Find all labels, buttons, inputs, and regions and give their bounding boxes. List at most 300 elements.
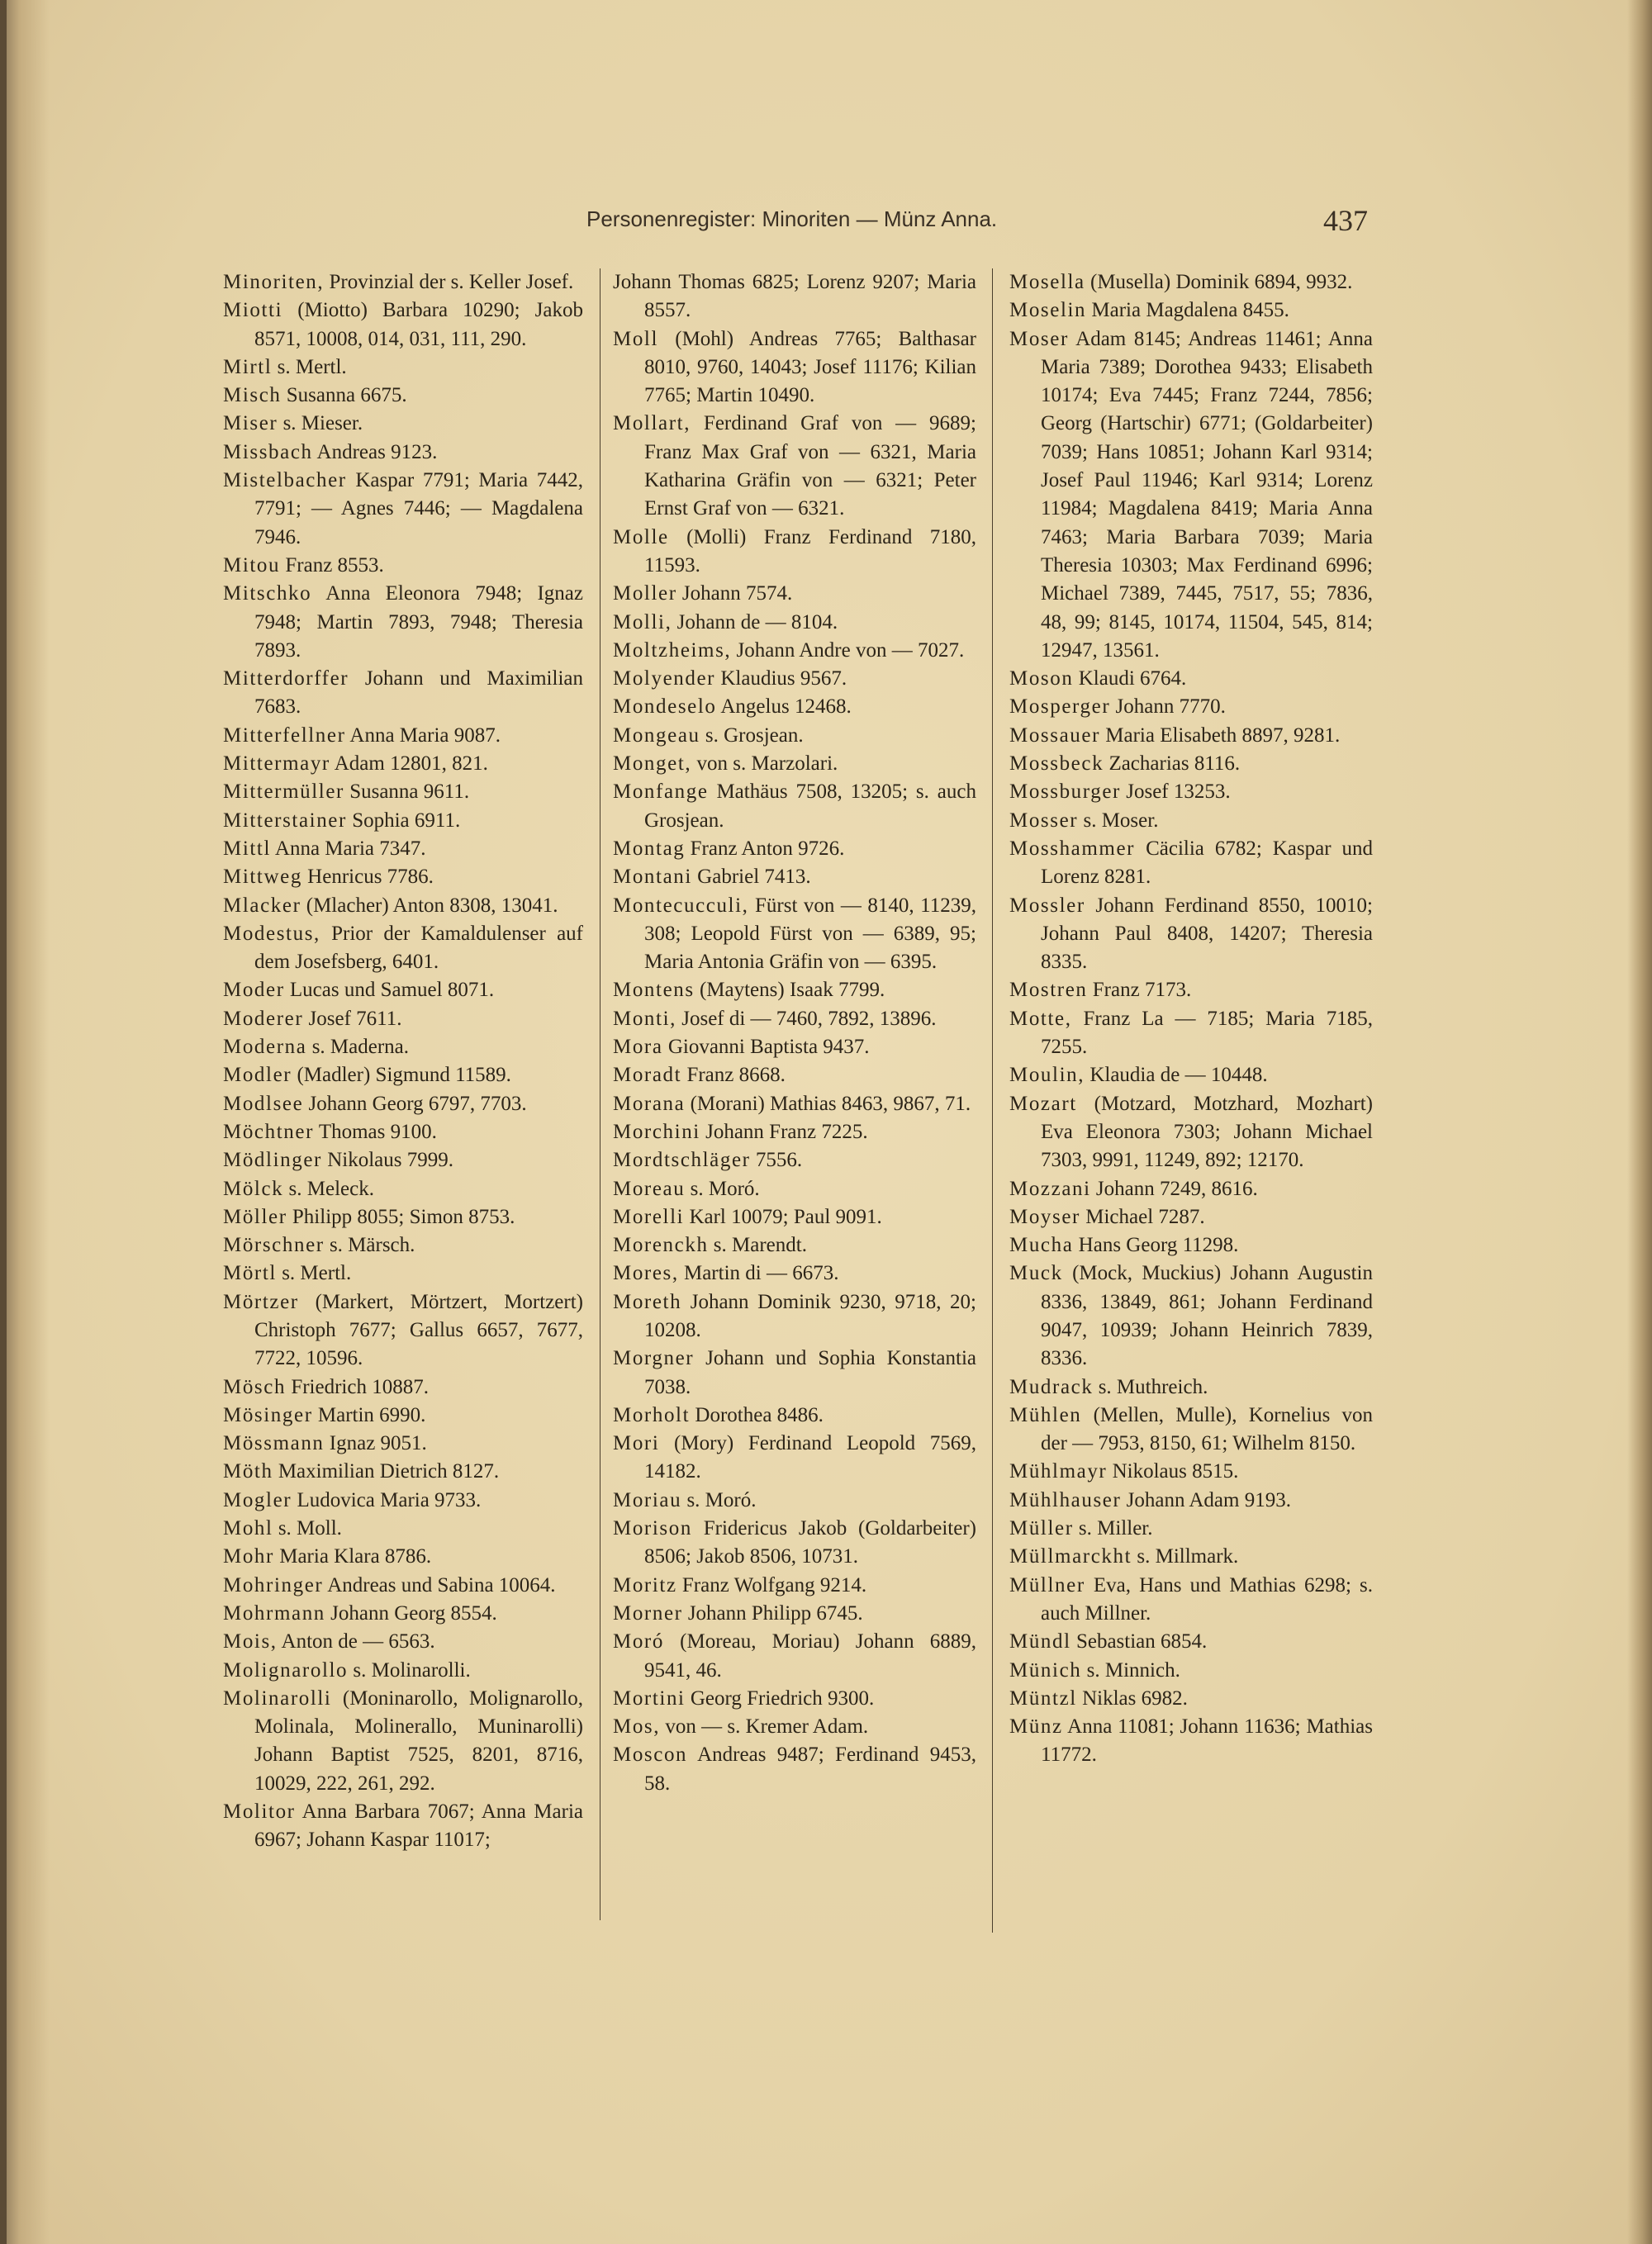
entry-references: von — s. Kremer Adam. <box>665 1715 869 1739</box>
entry-surname: Mollart, <box>613 412 691 435</box>
entry-surname: Miser <box>223 412 278 435</box>
entry-surname: Mistelbacher <box>223 469 347 492</box>
entry-references: Franz 7173. <box>1092 979 1192 1002</box>
entry-surname: Mordtschläger <box>613 1149 751 1172</box>
index-entry <box>1009 1373 1373 1402</box>
entry-references: s. Moser. <box>1083 809 1159 832</box>
entry-surname: Mori <box>613 1432 660 1455</box>
entry-surname: Mörtl <box>223 1262 277 1285</box>
entry-references: 7556. <box>755 1149 803 1172</box>
index-entry <box>613 693 976 721</box>
entry-references: s. Muthreich. <box>1098 1375 1208 1398</box>
entry-surname: Mittweg <box>223 866 302 889</box>
index-entry <box>223 1628 583 1656</box>
index-entry <box>223 1061 583 1089</box>
entry-references: Thomas 9100. <box>318 1120 437 1143</box>
index-entry <box>1009 325 1373 666</box>
index-entry <box>223 1685 583 1798</box>
index-entry <box>223 892 583 920</box>
entry-references: Franz La — 7185; Maria 7185, 7255. <box>1041 1007 1373 1059</box>
entry-references: Klaudius 9567. <box>720 667 847 690</box>
entry-references: (Motzard, Motzhard, Mozhart) Eva Eleonora 7303; Johann Michael 7303, 9991, 11249, 892; 12170. <box>1041 1092 1373 1172</box>
entry-references: Anton de — 6563. <box>281 1630 435 1653</box>
entry-surname: Moradt <box>613 1064 682 1087</box>
index-column-2 <box>613 268 976 1798</box>
index-entry <box>1009 807 1373 835</box>
index-entry <box>613 1005 976 1033</box>
index-entry <box>223 1515 583 1543</box>
entry-references: Anna 11081; Johann 11636; Mathias 11772. <box>1041 1715 1373 1767</box>
entry-references: Susanna 6675. <box>286 384 407 407</box>
entry-references: Johann Ferdinand 8550, 10010; Johann Paul 8408, 14207; Theresia 8335. <box>1041 894 1374 974</box>
index-entry <box>1009 1175 1373 1203</box>
entry-surname: Moscon <box>613 1743 688 1767</box>
book-spine-shadow <box>0 0 50 2244</box>
entry-surname: Molitor <box>223 1800 296 1824</box>
entry-references: Maria Klara 8786. <box>279 1545 432 1568</box>
entry-references: Maria Magdalena 8455. <box>1091 299 1289 322</box>
index-entry <box>223 382 583 410</box>
index-entry <box>613 1572 976 1600</box>
entry-surname: Morholt <box>613 1403 691 1426</box>
entry-references: s. Mieser. <box>282 412 363 435</box>
entry-references: Hans Georg 11298. <box>1078 1234 1239 1257</box>
column-divider <box>992 268 993 1933</box>
index-entry <box>223 467 583 552</box>
entry-references: Fürst von — 8140, 11239, 308; Leopold Fürst von — 6389, 95; Maria Antonia Gräfin von — 6395. <box>644 894 976 974</box>
index-entry <box>613 1090 976 1118</box>
entry-surname: Mosella <box>1009 271 1085 293</box>
entry-references: Josef 13253. <box>1126 780 1231 804</box>
entry-references: s. Mertl. <box>277 355 347 378</box>
index-entry <box>613 637 976 665</box>
entry-references: Johann 7770. <box>1115 695 1226 719</box>
entry-surname: Molinarolli <box>223 1687 332 1710</box>
index-entry <box>613 1146 976 1174</box>
index-entry <box>223 863 583 891</box>
entry-references: Kaspar 7791; Maria 7442, 7791; — Agnes 7446; — Magdalena 7946. <box>254 469 583 548</box>
index-entry <box>613 1231 976 1260</box>
index-entry <box>1009 778 1373 806</box>
entry-references: Johann Franz 7225. <box>705 1120 868 1143</box>
entry-references: Martin 6990. <box>317 1403 426 1426</box>
index-entry <box>613 410 976 523</box>
index-entry <box>223 1487 583 1515</box>
index-entry <box>613 976 976 1004</box>
entry-references: Ignaz 9051. <box>329 1432 427 1455</box>
entry-references: (Mlacher) Anton 8308, 13041. <box>306 894 558 917</box>
entry-surname: Moderna <box>223 1036 307 1059</box>
entry-references: Giovanni Baptista 9437. <box>667 1036 870 1059</box>
entry-references: Andreas 9123. <box>316 440 438 463</box>
index-entry <box>613 1487 976 1515</box>
entry-surname: Montag <box>613 837 686 860</box>
entry-references: Susanna 9611. <box>349 780 470 804</box>
index-entry <box>613 1061 976 1089</box>
page-number: 437 <box>1323 204 1368 237</box>
index-entry <box>613 1430 976 1487</box>
entry-surname: Moson <box>1009 667 1074 690</box>
entry-references: Franz Anton 9726. <box>690 837 845 860</box>
entry-references: Ludovica Maria 9733. <box>297 1488 482 1511</box>
entry-references: Andreas 9487; Ferdinand 9453, 58. <box>644 1743 976 1795</box>
entry-references: s. Moró. <box>686 1488 757 1511</box>
entry-references: Dorothea 8486. <box>695 1403 824 1426</box>
entry-surname: Mortini <box>613 1687 686 1710</box>
entry-surname: Mölck <box>223 1177 284 1200</box>
entry-references: Fridericus Jakob (Goldarbeiter) 8506; Jakob 8506, 10731. <box>644 1517 976 1568</box>
index-entry <box>223 1543 583 1571</box>
entry-references: Johann de — 8104. <box>676 610 838 633</box>
index-entry <box>223 807 583 835</box>
index-entry <box>1009 750 1373 778</box>
index-entry <box>1009 1685 1373 1713</box>
entry-references: (Morani) Mathias 8463, 9867, 71. <box>690 1092 971 1115</box>
entry-references: Michael 7287. <box>1085 1205 1205 1228</box>
index-entry <box>613 1402 976 1430</box>
index-entry <box>613 1713 976 1741</box>
entry-references: Sebastian 6854. <box>1075 1630 1208 1653</box>
entry-references: s. Mertl. <box>282 1262 352 1285</box>
index-entry <box>223 1373 583 1402</box>
entry-references: Anna Eleonora 7948; Ignaz 7948; Martin 7893, 7948; Theresia 7893. <box>254 582 583 662</box>
index-entry <box>1009 1515 1373 1543</box>
index-entry <box>613 1203 976 1231</box>
entry-references: Andreas und Sabina 10064. <box>327 1573 556 1596</box>
index-entry <box>1009 1543 1373 1571</box>
entry-references: Philipp 8055; Simon 8753. <box>292 1205 515 1228</box>
entry-surname: Moder <box>223 979 285 1002</box>
entry-surname: Miotti <box>223 299 283 322</box>
entry-references: (Mohl) Andreas 7765; Balthasar 8010, 9760, 14043; Josef 11176; Kilian 7765; Martin 10490. <box>644 327 976 407</box>
index-entry <box>1009 1487 1373 1515</box>
entry-surname: Mohl <box>223 1517 273 1540</box>
entry-surname: Mühlmayr <box>1009 1460 1108 1483</box>
entry-surname: Morgner <box>613 1347 695 1370</box>
index-entry <box>613 524 976 581</box>
entry-surname: Moltzheims, <box>613 638 732 662</box>
entry-references: Gabriel 7413. <box>697 866 811 889</box>
entry-surname: Mitterdorffer <box>223 667 349 690</box>
index-entry <box>223 920 583 977</box>
index-entry <box>613 1515 976 1572</box>
entry-surname: Moró <box>613 1630 664 1653</box>
entry-surname: Mosshammer <box>1009 837 1136 860</box>
entry-surname: Mucha <box>1009 1234 1074 1257</box>
entry-references: (Mock, Muckius) Johann Augustin 8336, 13849, 861; Johann Ferdinand 9047, 10939; Johann Heinrich 7839, 8336. <box>1041 1262 1373 1370</box>
entry-references: Franz Wolfgang 9214. <box>681 1573 867 1596</box>
index-entry <box>223 1430 583 1458</box>
entry-surname: Möchtner <box>223 1120 314 1143</box>
entry-references: s. Meleck. <box>288 1177 374 1200</box>
entry-references: von s. Marzolari. <box>696 752 838 776</box>
entry-references: (Molli) Franz Ferdinand 7180, 11593. <box>644 525 977 576</box>
entry-surname: Müllmarckht <box>1009 1545 1132 1568</box>
entry-surname: Monfange <box>613 780 709 804</box>
entry-references: s. Moll. <box>278 1517 342 1540</box>
entry-references: Maria Elisabeth 8897, 9281. <box>1105 723 1341 747</box>
entry-surname: Monget, <box>613 752 692 776</box>
index-entry <box>613 1118 976 1146</box>
entry-references: Adam 12801, 821. <box>334 752 488 776</box>
index-entry <box>223 268 583 297</box>
entry-surname: Moll <box>613 327 659 350</box>
index-entry <box>223 353 583 382</box>
entry-references: s. Millmark. <box>1137 1545 1239 1568</box>
entry-references: Klaudi 6764. <box>1078 667 1187 690</box>
entry-references: Johann 7574. <box>681 582 793 605</box>
entry-surname: Mösch <box>223 1375 287 1398</box>
index-entry <box>1009 892 1373 977</box>
index-entry <box>1009 268 1373 297</box>
entry-surname: Müllner <box>1009 1573 1085 1596</box>
entry-references: Karl 10079; Paul 9091. <box>689 1205 882 1228</box>
entry-references: s. Märsch. <box>329 1234 415 1257</box>
entry-surname: Mohringer <box>223 1573 324 1596</box>
index-entry <box>223 552 583 580</box>
index-entry <box>1009 297 1373 325</box>
entry-references: s. Marendt. <box>713 1234 807 1257</box>
entry-references: Prior der Kamaldulenser auf dem Josefsberg, 6401. <box>254 922 583 974</box>
index-entry <box>1009 1458 1373 1486</box>
index-entry <box>223 1657 583 1685</box>
entry-surname: Moyser <box>1009 1205 1080 1228</box>
entry-surname: Müntzl <box>1009 1687 1077 1710</box>
entry-references: Cäcilia 6782; Kaspar und Lorenz 8281. <box>1041 837 1373 889</box>
entry-references: Georg Friedrich 9300. <box>690 1687 875 1710</box>
index-entry <box>613 1741 976 1798</box>
index-entry <box>223 1033 583 1061</box>
entry-surname: Monti, <box>613 1007 676 1030</box>
entry-surname: Motte, <box>1009 1007 1072 1030</box>
index-entry <box>1009 722 1373 750</box>
entry-surname: Mostren <box>1009 979 1088 1002</box>
index-entry <box>223 835 583 863</box>
entry-references: Niklas 6982. <box>1082 1687 1188 1710</box>
book-binding-edge <box>0 0 7 2244</box>
index-entry <box>223 1600 583 1628</box>
entry-surname: Morelli <box>613 1205 685 1228</box>
entry-surname: Montens <box>613 979 695 1002</box>
entry-references: s. Miller. <box>1078 1517 1153 1540</box>
entry-surname: Mödlinger <box>223 1149 322 1172</box>
entry-surname: Mirtl <box>223 355 273 378</box>
index-entry <box>613 325 976 410</box>
entry-surname: Mozzani <box>1009 1177 1091 1200</box>
index-entry <box>223 1402 583 1430</box>
entry-surname: Montecucculi, <box>613 894 749 917</box>
index-entry <box>613 778 976 835</box>
entry-surname: Mudrack <box>1009 1375 1094 1398</box>
index-entry <box>223 1798 583 1855</box>
entry-references: Martin di — 6673. <box>683 1262 839 1285</box>
index-entry <box>613 1345 976 1402</box>
entry-references: (Miotto) Barbara 10290; Jakob 8571, 10008, 014, 031, 111, 290. <box>254 299 584 350</box>
entry-surname: Müller <box>1009 1517 1074 1540</box>
index-entry <box>223 439 583 467</box>
entry-surname: Mossauer <box>1009 723 1101 747</box>
entry-surname: Mongeau <box>613 723 700 747</box>
index-entry <box>1009 1231 1373 1260</box>
index-entry <box>613 863 976 891</box>
index-entry <box>1009 1657 1373 1685</box>
index-entry <box>1009 835 1373 892</box>
entry-references: Ferdinand Graf von — 9689; Franz Max Graf von — 6321, Maria Katharina Gräfin von — 6321; Peter Ernst Graf von — 6321. <box>644 412 976 520</box>
index-entry <box>223 665 583 722</box>
entry-references: Maximilian Dietrich 8127. <box>278 1460 500 1483</box>
entry-surname: Moreth <box>613 1290 682 1313</box>
entry-surname: Moriau <box>613 1488 682 1511</box>
index-entry <box>223 1231 583 1260</box>
index-entry <box>613 722 976 750</box>
entry-surname: Moulin, <box>1009 1064 1085 1087</box>
entry-surname: Molyender <box>613 667 716 690</box>
entry-references: Johann Thomas 6825; Lorenz 9207; Maria 8557. <box>613 271 976 322</box>
index-entry <box>223 297 583 353</box>
entry-references: Provinzial der s. Keller Josef. <box>329 271 574 293</box>
entry-surname: Mossburger <box>1009 780 1121 804</box>
entry-surname: Mlacker <box>223 894 301 917</box>
entry-surname: Moller <box>613 582 677 605</box>
entry-surname: Münich <box>1009 1658 1082 1682</box>
index-entry <box>613 609 976 637</box>
entry-references: Johann Adam 9193. <box>1126 1488 1291 1511</box>
entry-references: Angelus 12468. <box>720 695 852 719</box>
entry-references: Nikolaus 7999. <box>327 1149 453 1172</box>
index-column-3 <box>1009 268 1373 1770</box>
entry-references: Josef 7611. <box>308 1007 402 1030</box>
entry-surname: Morner <box>613 1601 683 1625</box>
entry-surname: Minoriten, <box>223 271 325 293</box>
index-entry <box>223 1260 583 1288</box>
entry-surname: Mohr <box>223 1545 274 1568</box>
entry-surname: Molignarollo <box>223 1658 349 1682</box>
entry-references: s. Minnich. <box>1086 1658 1180 1682</box>
index-entry <box>223 750 583 778</box>
index-entry <box>223 1146 583 1174</box>
entry-references: s. Moró. <box>690 1177 760 1200</box>
entry-surname: Mösinger <box>223 1403 313 1426</box>
entry-surname: Moser <box>1009 327 1069 350</box>
entry-references: (Markert, Mörtzert, Mortzert) Christoph 7677; Gallus 6657, 7677, 7722, 10596. <box>254 1290 583 1370</box>
index-entry <box>613 1628 976 1685</box>
entry-surname: Mitterfellner <box>223 723 346 747</box>
index-entry <box>223 1005 583 1033</box>
entry-references: (Madler) Sigmund 11589. <box>297 1064 511 1087</box>
entry-references: (Mory) Ferdinand Leopold 7569, 14182. <box>644 1432 977 1483</box>
entry-surname: Mörtzer <box>223 1290 299 1313</box>
running-header: Personenregister: Minoriten — Münz Anna. <box>586 206 998 231</box>
entry-surname: Montani <box>613 866 692 889</box>
entry-references: Josef di — 7460, 7892, 13896. <box>681 1007 937 1030</box>
index-entry <box>1009 1713 1373 1770</box>
entry-references: Anna Barbara 7067; Anna Maria 6967; Johann Kaspar 11017; <box>254 1800 583 1852</box>
index-entry <box>613 268 976 325</box>
index-entry <box>1009 1572 1373 1629</box>
entry-surname: Modler <box>223 1064 292 1087</box>
entry-surname: Morenckh <box>613 1234 709 1257</box>
entry-references: (Moninarollo, Molignarollo, Molinala, Molinerallo, Muninarolli) Johann Baptist 7525, 8201, 8716, 10029, 222, 261, 292. <box>254 1687 584 1795</box>
entry-surname: Mosperger <box>1009 695 1111 719</box>
entry-references: Johann Georg 8554. <box>330 1601 497 1625</box>
entry-surname: Münz <box>1009 1715 1063 1739</box>
index-entry <box>1009 1203 1373 1231</box>
entry-references: Adam 8145; Andreas 11461; Anna Maria 7389; Dorothea 9433; Elisabeth 10174; Eva 7445; Franz 7244, 7856; Georg (Hartschir) 6771; (Goldarbeiter) 7039; Hans 10851; Johann Karl 9314; Josef Paul 11946; Karl 9314; Lorenz 11984; Magdalena 8419; Maria Anna 7463; Maria Barbara 7039; Maria Theresia 10303; Max Ferdinand 6996; Michael 7389, 7445, 7517, 55; 7836, 48, 99; 8145, 10174, 11504, 545, 814; 12947, 13561. <box>1041 327 1373 662</box>
entry-surname: Mossbeck <box>1009 752 1104 776</box>
index-entry <box>223 1458 583 1486</box>
entry-surname: Molle <box>613 525 669 548</box>
entry-surname: Misch <box>223 384 282 407</box>
entry-references: (Maytens) Isaak 7799. <box>699 979 885 1002</box>
entry-references: s. Maderna. <box>311 1036 410 1059</box>
entry-surname: Mora <box>613 1036 663 1059</box>
page-right-edge <box>1627 0 1652 2244</box>
entry-surname: Mittermayr <box>223 752 330 776</box>
index-entry <box>1009 693 1373 721</box>
entry-surname: Mosser <box>1009 809 1079 832</box>
index-entry <box>613 1600 976 1628</box>
entry-surname: Morison <box>613 1517 692 1540</box>
entry-surname: Muck <box>1009 1262 1063 1285</box>
entry-references: s. Molinarolli. <box>353 1658 471 1682</box>
entry-surname: Mossler <box>1009 894 1085 917</box>
entry-surname: Mühlen <box>1009 1403 1082 1426</box>
index-entry <box>223 1175 583 1203</box>
entry-references: Johann und Maximilian 7683. <box>254 667 583 719</box>
entry-surname: Mozart <box>1009 1092 1077 1115</box>
index-entry <box>613 1685 976 1713</box>
index-entry <box>223 1203 583 1231</box>
entry-references: Johann und Sophia Konstantia 7038. <box>644 1347 976 1398</box>
column-divider <box>600 268 601 1920</box>
entry-references: Klaudia de — 10448. <box>1089 1064 1268 1087</box>
index-entry <box>613 1175 976 1203</box>
entry-surname: Moderer <box>223 1007 304 1030</box>
entry-surname: Mogler <box>223 1488 292 1511</box>
entry-surname: Mohrmann <box>223 1601 325 1625</box>
index-entry <box>613 1033 976 1061</box>
entry-surname: Mörschner <box>223 1234 325 1257</box>
index-entry <box>223 580 583 665</box>
entry-surname: Mores, <box>613 1262 679 1285</box>
entry-surname: Möth <box>223 1460 273 1483</box>
entry-references: Mathäus 7508, 13205; s. auch Grosjean. <box>644 780 977 832</box>
entry-surname: Mühlhauser <box>1009 1488 1122 1511</box>
entry-surname: Mittermüller <box>223 780 344 804</box>
entry-surname: Moreau <box>613 1177 686 1200</box>
index-entry <box>613 1260 976 1288</box>
entry-references: (Musella) Dominik 6894, 9932. <box>1090 271 1353 293</box>
entry-references: Nikolaus 8515. <box>1112 1460 1239 1483</box>
entry-surname: Missbach <box>223 440 313 463</box>
entry-references: Sophia 6911. <box>352 809 461 832</box>
index-entry <box>1009 1402 1373 1459</box>
entry-references: Zacharias 8116. <box>1108 752 1241 776</box>
index-entry <box>223 778 583 806</box>
index-entry <box>613 750 976 778</box>
index-entry <box>613 892 976 977</box>
index-entry <box>1009 1061 1373 1089</box>
index-column-1 <box>223 268 583 1855</box>
entry-references: (Moreau, Moriau) Johann 6889, 9541, 46. <box>644 1630 977 1682</box>
index-entry <box>1009 1090 1373 1175</box>
entry-references: Henricus 7786. <box>307 866 434 889</box>
entry-surname: Mitschko <box>223 582 312 605</box>
entry-references: Lucas und Samuel 8071. <box>289 979 495 1002</box>
entry-references: Johann Georg 6797, 7703. <box>308 1092 527 1115</box>
entry-surname: Möller <box>223 1205 287 1228</box>
entry-surname: Morana <box>613 1092 686 1115</box>
